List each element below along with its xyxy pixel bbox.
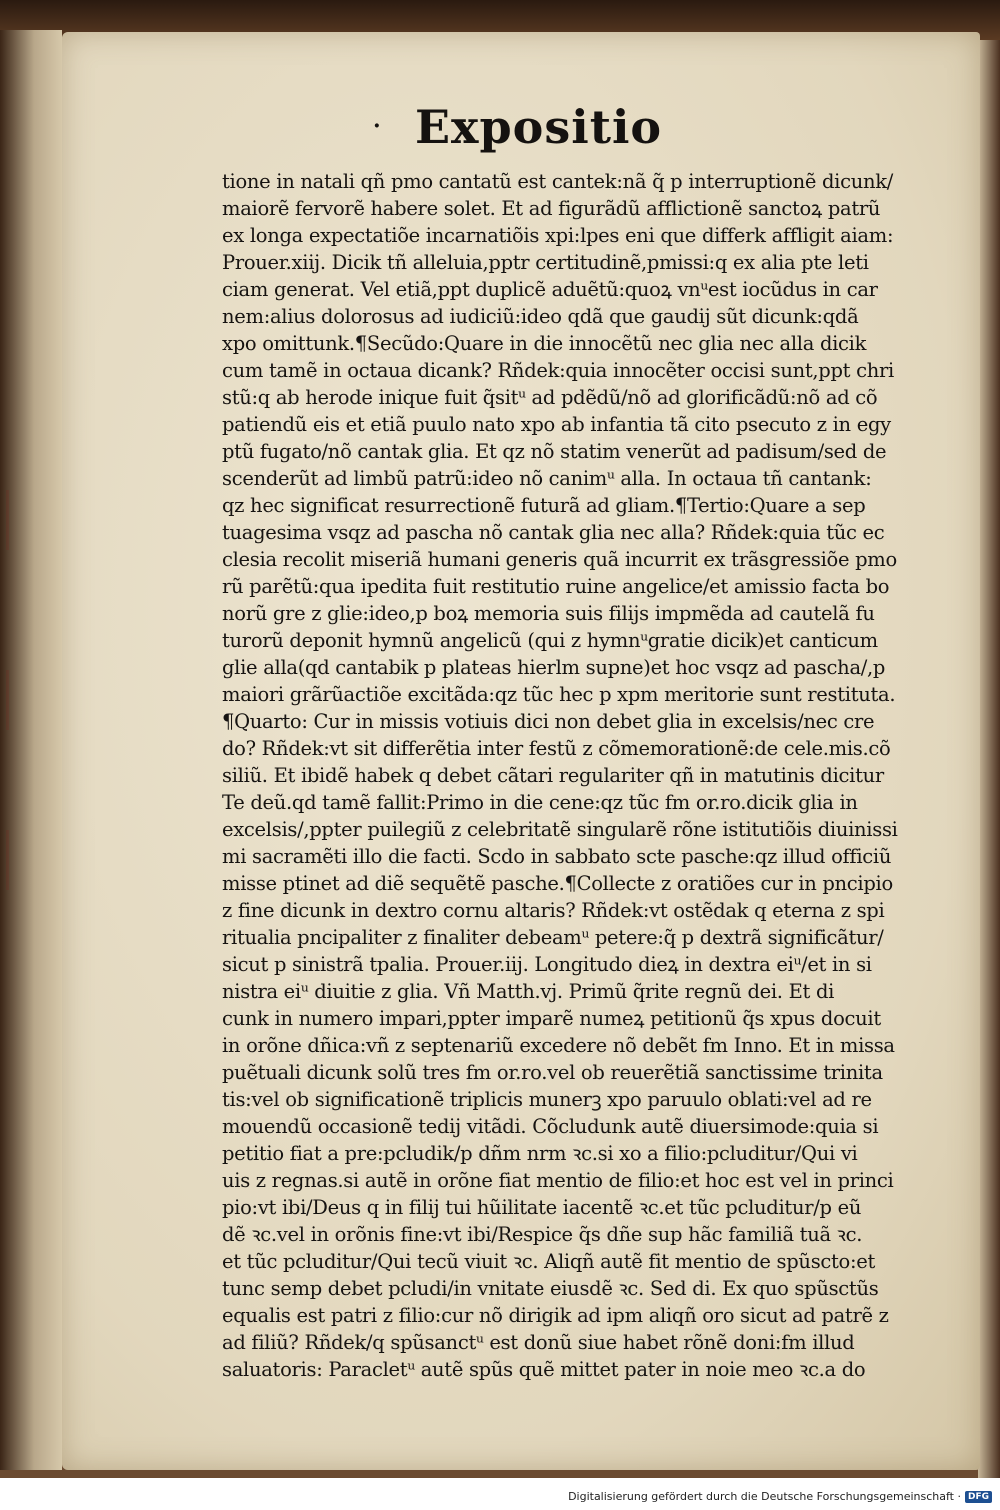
text-line: in orõne dñica:vñ z septenariũ excedere nõ debẽt fm Inno. Et in missa bbox=[222, 1034, 895, 1057]
text-line: uis z regnas.si autẽ in orõne fiat mentio de filio:et hoc est vel in princi bbox=[222, 1169, 894, 1192]
text-line: puẽtuali dicunk solũ tres fm or.ro.vel ob reuerẽtiã sanctissime trinita bbox=[222, 1061, 883, 1084]
text-line: ad filiũ? Rñdek/q spũsanctᵘ est donũ siue habet rõnẽ doni:fm illud bbox=[222, 1331, 855, 1354]
text-line: saluatoris: Paracletᵘ autẽ spũs quẽ mittet pater in noie meo ꝛc.a do bbox=[222, 1358, 866, 1381]
text-line: scenderũt ad limbũ patrũ:ideo nõ canimᵘ alla. In octaua tñ cantank: bbox=[222, 467, 872, 490]
text-line: nistra eiᵘ diuitie z glia. Vñ Matth.vj. Primũ q̃rite regnũ dei. Et di bbox=[222, 980, 835, 1003]
text-line: tione in natali qñ pmo cantatũ est cantek:nã q̃ p interruptionẽ dicunk/ bbox=[222, 170, 894, 193]
text-line: mouendũ occasionẽ tedij vitãdi. Cõcludunk autẽ diuersimode:quia si bbox=[222, 1115, 879, 1138]
text-line: ¶Quarto: Cur in missis votiuis dici non debet glia in excelsis/nec cre bbox=[222, 710, 875, 733]
credit-text: Digitalisierung gefördert durch die Deutsche Forschungsgemeinschaft · bbox=[568, 1490, 961, 1503]
text-line: xpo omittunk.¶Secũdo:Quare in die innocẽtũ nec glia nec alla dicik bbox=[222, 332, 867, 355]
text-line: misse ptinet ad diẽ sequẽtẽ pasche.¶Collecte z oratiões cur in pncipio bbox=[222, 872, 893, 895]
text-line: turorũ deponit hymnũ angelicũ (qui z hymnᵘgratie dicik)et canticum bbox=[222, 629, 878, 652]
text-line: Te deũ.qd tamẽ fallit:Primo in die cene:qz tũc fm or.ro.dicik glia in bbox=[222, 791, 858, 814]
text-line: cum tamẽ in octaua dicank? Rñdek:quia innocẽter occisi sunt,ppt chri bbox=[222, 359, 894, 382]
text-line: ciam generat. Vel etiã,ppt duplicẽ aduẽtũ:quoꝝ vnᵘest iocũdus in car bbox=[222, 278, 878, 301]
text-line: clesia recolit miseriã humani generis quã incurrit ex trãsgressiõe pmo bbox=[222, 548, 897, 571]
text-line: excelsis/,ppter puilegiũ z celebritatẽ singularẽ rõne istitutiõis diuinissi bbox=[222, 818, 898, 841]
text-line: maiori grãrũactiõe excitãda:qz tũc hec p xpm meritorie sunt restituta. bbox=[222, 683, 896, 706]
text-line: sicut p sinistrã tpalia. Prouer.iij. Longitudo dieꝝ in dextra eiᵘ/et in si bbox=[222, 953, 872, 976]
text-line: norũ gre z glie:ideo,p boꝝ memoria suis filijs impmẽda ad cautelã fu bbox=[222, 602, 875, 625]
text-line: et tũc pcluditur/Qui tecũ viuit ꝛc. Aliqñ autẽ fit mentio de spũscto:et bbox=[222, 1250, 876, 1273]
text-line: glie alla(qd cantabik p plateas hierlm supne)et hoc vsqz ad pascha/,p bbox=[222, 656, 886, 679]
text-line: z fine dicunk in dextro cornu altaris? Rñdek:vt ostẽdak q eterna z spi bbox=[222, 899, 885, 922]
text-line: ex longa expectatiõe incarnatiõis xpi:lpes eni que differk affligit aiam: bbox=[222, 224, 894, 247]
text-line: rũ parẽtũ:qua ipedita fuit restitutio ruine angelice/et amissio facta bo bbox=[222, 575, 890, 598]
text-line: mi sacramẽti illo die facti. Scdo in sabbato scte pasche:qz illud officiũ bbox=[222, 845, 892, 868]
text-line: maiorẽ fervorẽ habere solet. Et ad figurãdũ afflictionẽ sanctoꝝ patrũ bbox=[222, 197, 881, 220]
heading-ornament: · bbox=[373, 113, 381, 139]
book-fore-edge bbox=[978, 40, 1000, 1480]
text-line: stũ:q ab herode inique fuit q̃sitᵘ ad pdẽdũ/nõ ad glorificãdũ:nõ ad cõ bbox=[222, 386, 878, 409]
text-line: petitio fiat a pre:pcludik/p dñm nrm ꝛc.si xo a filio:pcluditur/Qui vi bbox=[222, 1142, 858, 1165]
text-line: tunc semp debet pcludi/in vnitate eiusdẽ ꝛc. Sed di. Ex quo spũsctũs bbox=[222, 1277, 879, 1300]
text-line: do? Rñdek:vt sit differẽtia inter festũ z cõmemorationẽ:de cele.mis.cõ bbox=[222, 737, 891, 760]
text-line: siliũ. Et ibidẽ habek q debet cãtari regulariter qñ in matutinis dicitur bbox=[222, 764, 884, 787]
text-line: pio:vt ibi/Deus q in filij tui hũilitate iacentẽ ꝛc.et tũc pcluditur/p eũ bbox=[222, 1196, 862, 1219]
margin-ghost-mark bbox=[6, 490, 49, 550]
text-line: qz hec significat resurrectionẽ futurã ad gliam.¶Tertio:Quare a sep bbox=[222, 494, 866, 517]
text-column bbox=[222, 168, 922, 1383]
text-line: nem:alius dolorosus ad iudiciũ:ideo qdã que gaudij sũt dicunk:qdã bbox=[222, 305, 859, 328]
digitization-credit bbox=[568, 1490, 992, 1503]
text-line: patiendũ eis et etiã puulo nato xpo ab infantia tã cito psecuto z in egy bbox=[222, 413, 891, 436]
adjacent-page-edge bbox=[0, 30, 62, 1470]
text-line: cunk in numero impari,ppter imparẽ numeꝝ petitionũ q̃s xpus docuit bbox=[222, 1007, 881, 1030]
text-line: ritualia pncipaliter z finaliter debeamᵘ petere:q̃ p dextrã significãtur/ bbox=[222, 926, 884, 949]
page-heading: Expositio bbox=[415, 100, 663, 154]
dfg-logo: DFG bbox=[965, 1491, 992, 1503]
text-line: tuagesima vsqz ad pascha nõ cantak glia nec alla? Rñdek:quia tũc ec bbox=[222, 521, 885, 544]
text-line: Prouer.xiij. Dicik tñ alleluia,pptr certitudinẽ,pmissi:q ex alia pte leti bbox=[222, 251, 869, 274]
text-line: tis:vel ob significationẽ triplicis munerꝫ xpo paruulo oblati:vel ad re bbox=[222, 1088, 872, 1111]
text-line: ptũ fugato/nõ cantak glia. Et qz nõ statim venerũt ad padisum/sed de bbox=[222, 440, 887, 463]
text-line: equalis est patri z filio:cur nõ dirigik ad ipm aliqñ oro sicut ad patrẽ z bbox=[222, 1304, 889, 1327]
text-line: dẽ ꝛc.vel in orõnis fine:vt ibi/Respice q̃s dñe sup hãc familiã tuã ꝛc. bbox=[222, 1223, 863, 1246]
margin-ghost-mark bbox=[6, 830, 49, 890]
margin-ghost-mark bbox=[6, 670, 49, 730]
